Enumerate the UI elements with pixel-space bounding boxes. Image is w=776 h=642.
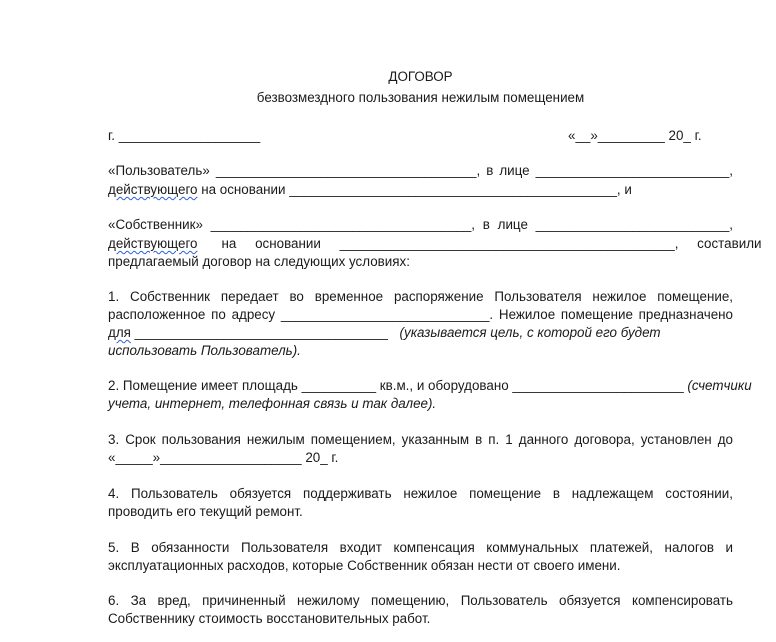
p1-hint: (указывается цель, с которой его будет (395, 325, 661, 340)
spellcheck-word: действующего (108, 182, 198, 197)
p4-line-2: проводить его текущий ремонт. (108, 504, 303, 519)
owner-line-2-rest: на основании _____________________________________________, составили (221, 236, 762, 251)
p2-hint: (счетчики (683, 378, 752, 393)
p5-line-1: 5. В обязанности Пользователя входит компенсация коммунальных платежей, налогов и (108, 540, 733, 555)
spellcheck-word: действующего (108, 236, 198, 251)
owner-line-2 (108, 235, 762, 253)
user-line-1: «Пользователь» ___________________________________, в лице __________________________, (108, 163, 733, 178)
p6-line-2: Собственнику стоимость восстановительных работ. (108, 611, 431, 626)
user-line-2 (108, 181, 733, 199)
p1-line-4: использовать Пользователь). (108, 343, 301, 358)
p1-line-3 (108, 324, 733, 342)
spellcheck-word: для (108, 325, 131, 340)
owner-line-1: «Собственник» ___________________________________, в лице __________________________, (108, 217, 733, 232)
document-subtitle: безвозмездного пользования нежилым помещением (256, 90, 585, 105)
p1-line-2: расположенное по адресу ____________________________. Нежилое помещение предназначено (108, 307, 733, 322)
p3-line-2: «_____»___________________ 20_ г. (108, 450, 339, 465)
date-field: «__»_________ 20_ г. (568, 128, 702, 143)
city-field: г. ___________________ (108, 128, 261, 143)
p6-line-1: 6. За вред, причиненный нежилому помещению, Пользователь обязуется компенсировать (108, 593, 733, 608)
p1-line-1: 1. Собственник передает во временное распоряжение Пользователя нежилое помещение, (108, 289, 733, 304)
p2-line-1 (108, 377, 752, 395)
p1-blank: __________________________________ (130, 325, 388, 340)
p5-line-2: эксплуатационных расходов, которые Собственник обязан нести от своего имени. (108, 558, 621, 573)
p4-line-1: 4. Пользователь обязуется поддерживать нежилое помещение в надлежащем состоянии, (108, 486, 733, 501)
owner-line-3: предлагаемый договор на следующих условиях: (108, 254, 410, 269)
document-title: ДОГОВОР (388, 69, 453, 84)
user-line-2-rest: на основании ____________________________________________, и (197, 182, 632, 197)
p2-line-2: учета, интернет, телефонная связь и так далее). (108, 396, 437, 411)
p3-line-1: 3. Срок пользования нежилым помещением, указанным в п. 1 данного договора, установлен до (108, 432, 733, 447)
p2-text: 2. Помещение имеет площадь __________ кв.м., и оборудовано _______________________ (108, 378, 684, 393)
